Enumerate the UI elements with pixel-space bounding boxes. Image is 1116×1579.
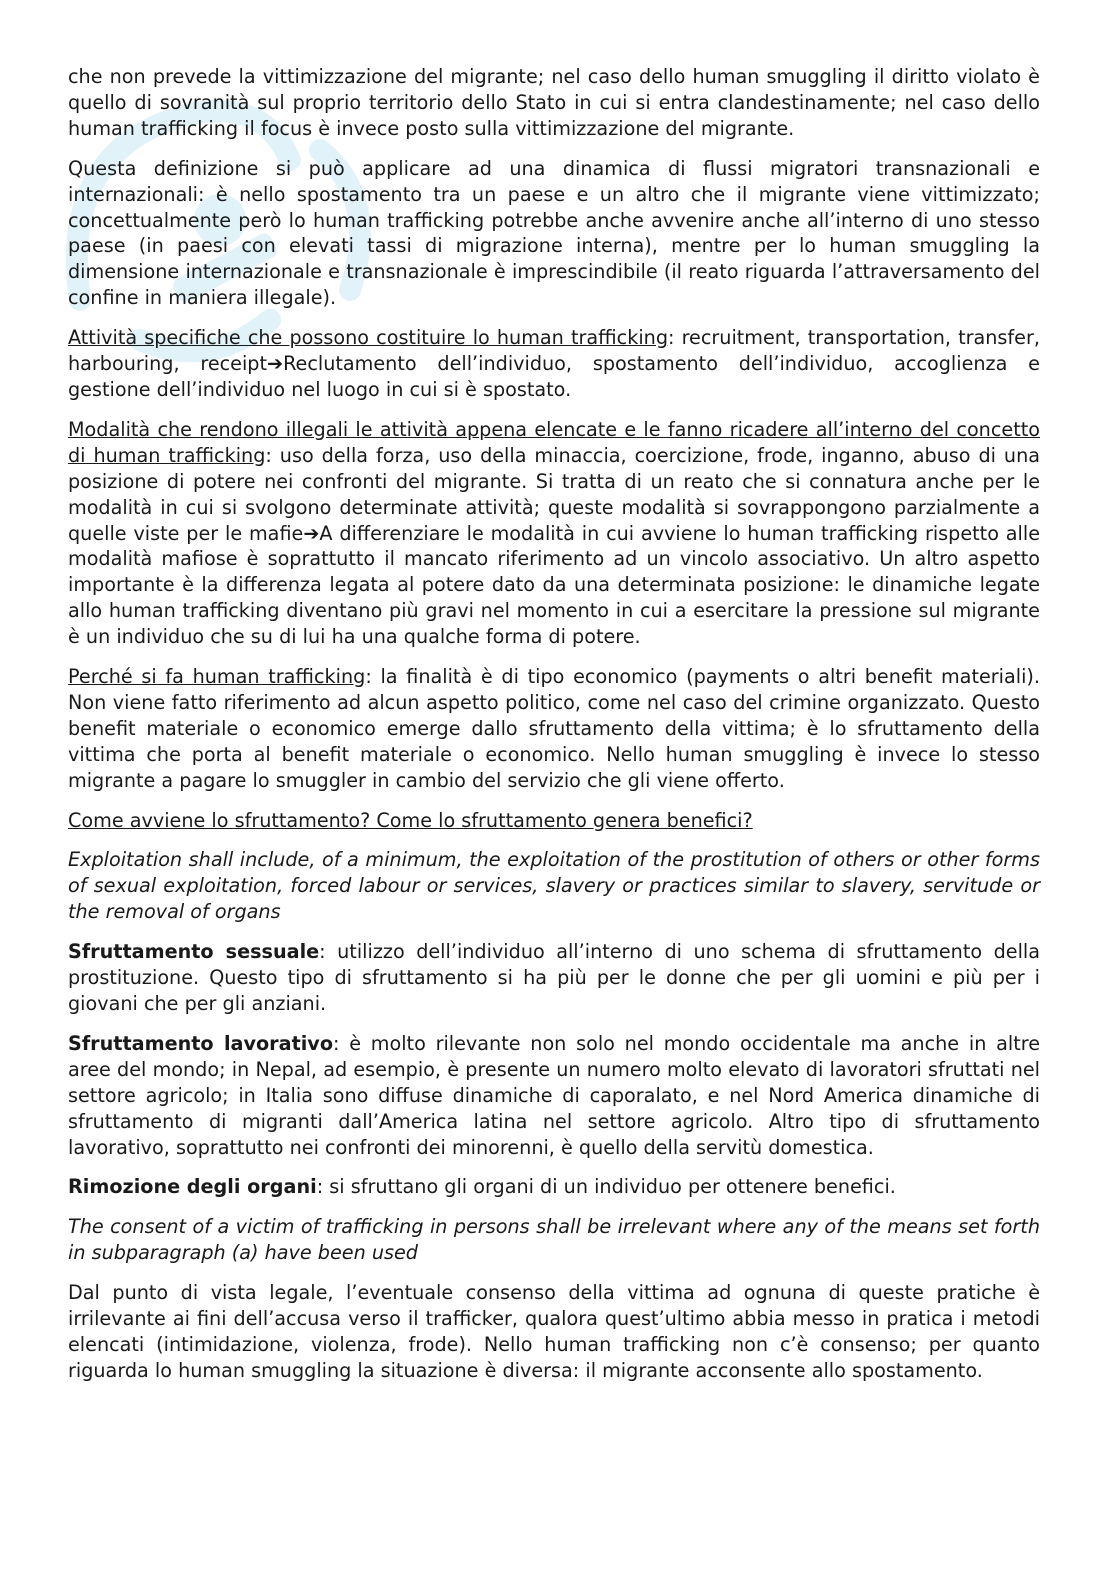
paragraph-labour-exploitation [68,1031,1040,1161]
labour-exploitation-text: : è molto rilevante non solo nel mondo occidentale ma anche in altre aree del mondo; in Nepal, ad esempio, è presente un numero molto elevato di lavoratori sfruttati nel settore agricolo; in Italia sono diffuse dinamiche di caporalato, e nel Nord America dinamiche di sfruttamento di migranti dall’America latina nel settore agricolo. Altro tipo di sfruttamento lavorativo, soprattutto nei confronti dei minorenni, è quello della servitù domestica. [68,1031,1040,1159]
paragraph-1 [68,64,1040,142]
labour-exploitation-term: Sfruttamento lavorativo [68,1031,334,1055]
modalities-heading: Modalità che rendono illegali le attività appena elencate e le fanno ricadere all’interno del concetto di human trafficking [68,417,1040,467]
document-page [68,64,1040,1398]
exploitation-quote-text: Exploitation shall include, of a minimum, the exploitation of the prostitution of others or other forms of sexual exploitation, forced labour or services, slavery or practices similar to slavery, servitude or the removal of organs [68,848,1040,924]
paragraph-organ-removal [68,1174,1040,1200]
purpose-heading: Perché si fa human trafficking [68,665,366,689]
sexual-exploitation-text: : utilizzo dell’individuo all’interno di uno schema di sfruttamento della prostituzione. Questo tipo di sfruttamento si ha più per le donne che per gli uomini e più per i giovani che per gli anziani. [68,940,1040,1015]
paragraph-activities [68,325,1040,403]
paragraph-purpose [68,664,1040,794]
legal-consent-text: Dal punto di vista legale, l’eventuale consenso della vittima ad ognuna di queste pratiche è irrilevante ai fini dell’accusa verso il trafficker, qualora quest’ultimo abbia messo in pratica i metodi elencati (intimidazione, violenza, frode). Nello human trafficking non c’è consenso; per quanto riguarda lo human smuggling la situazione è diversa: il migrante acconsente allo spostamento. [68,1281,1040,1382]
paragraph-sexual-exploitation [68,939,1040,1017]
consent-quote [68,1214,1040,1266]
organ-removal-text: : si sfruttano gli organi di un individuo per ottenere benefici. [316,1175,896,1199]
paragraph-exploitation-question [68,808,1040,834]
organ-removal-term: Rimozione degli organi [68,1175,317,1199]
exploitation-quote [68,847,1040,925]
consent-quote-text: The consent of a victim of trafficking in persons shall be irrelevant where any of the means set forth in subparagraph (a) have been used [68,1215,1040,1265]
paragraph-1-text: che non prevede la vittimizzazione del migrante; nel caso dello human smuggling il diritto violato è quello di sovranità sul proprio territorio dello Stato in cui si entra clandestinamente; nel caso dello human trafficking il focus è invece posto sulla vittimizzazione del migrante. [68,65,1040,140]
sexual-exploitation-term: Sfruttamento sessuale [68,940,320,964]
paragraph-modalities [68,417,1040,650]
paragraph-2 [68,156,1040,311]
exploitation-question-heading: Come avviene lo sfruttamento? Come lo sfruttamento genera benefici? [68,808,753,832]
paragraph-legal-consent [68,1280,1040,1384]
modalities-text: : uso della forza, uso della minaccia, coercizione, frode, inganno, abuso di una posizione di potere nei confronti del migrante. Si tratta di un reato che si connatura anche per le modalità in cui si svolgono determinate attività; queste modalità si sovrappongono parzialmente a quelle viste per le mafie➔A differenziare le modalità in cui avviene lo human trafficking rispetto alle modalità mafiose è soprattutto il mancato riferimento ad un vincolo associativo. Un altro aspetto importante è la differenza legata al potere dato da una determinata posizione: le dinamiche legate allo human trafficking diventano più gravi nel momento in cui a esercitare la pressione sul migrante è un individuo che su di lui ha una qualche forma di potere. [68,443,1041,649]
paragraph-2-text: Questa definizione si può applicare ad una dinamica di flussi migratori transnazionali e internazionali: è nello spostamento tra un paese e un altro che il migrante viene vittimizzato; concettualmente però lo human trafficking potrebbe anche avvenire anche all’interno di uno stesso paese (in paesi con elevati tassi di migrazione interna), mentre per lo human smuggling la dimensione internazionale e transnazionale è imprescindibile (il reato riguarda l’attraversamento del confine in maniera illegale). [68,156,1040,310]
purpose-text: : la finalità è di tipo economico (payments o altri benefit materiali). Non viene fatto riferimento ad alcun aspetto politico, come nel caso del crimine organizzato. Questo benefit materiale o economico emerge dallo sfruttamento della vittima; è lo sfruttamento della vittima che porta al benefit materiale o economico. Nello human smuggling è invece lo stesso migrante a pagare lo smuggler in cambio del servizio che gli viene offerto. [68,665,1040,792]
activities-heading: Attività specifiche che possono costituire lo human trafficking [68,326,668,350]
activities-text: : recruitment, transportation, transfer, harbouring, receipt➔Reclutamento dell’individuo, spostamento dell’individuo, accoglienza e gestione dell’individuo nel luogo in cui si è spostato. [68,326,1040,401]
